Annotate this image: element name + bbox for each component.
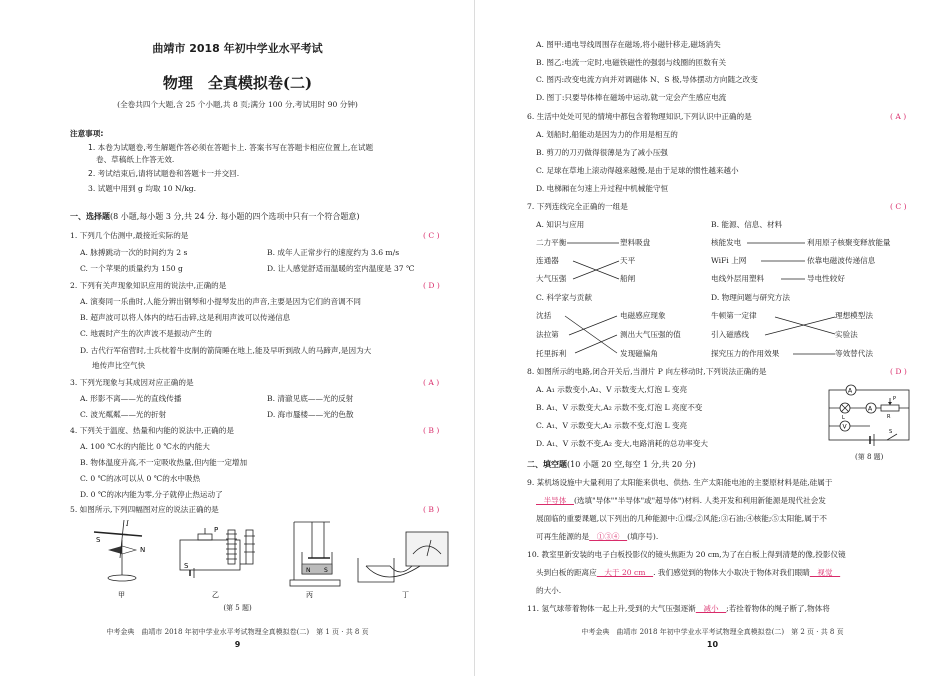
q9-line: 9. 某机场设施中大量利用了太阳能来供电、供热. 生产太阳能电池的主要原材料是硅,硅属于 — [527, 478, 833, 487]
figure-mark: S — [889, 429, 893, 435]
option: A. 图甲:通电导线周围存在磁场,将小磁针移走,磁场消失 — [536, 40, 721, 49]
q7-right-item: 利用原子核聚变释放能量 — [807, 238, 891, 247]
q7-left-item: 托里拆利 — [536, 349, 567, 358]
answer-mark: ( D ) — [423, 281, 440, 290]
q7-right-item: 电磁感应现象 — [620, 311, 666, 320]
fill-answer: 视觉 — [809, 568, 841, 577]
q7-left-item: 探究压力的作用效果 — [711, 349, 780, 358]
option: A. 100 ℃水的内能比 0 ℃水的内能大 — [80, 442, 210, 451]
q7-right-item: 依靠电磁波传递信息 — [807, 256, 876, 265]
figure-label-ding: 丁 — [402, 591, 409, 599]
q7-left-item: 连通器 — [536, 256, 559, 265]
option: A. 演奏同一乐曲时,人能分辨出钢琴和小提琴发出的声音,主要是因为它们的音调不同 — [80, 297, 361, 306]
q7-left-item: 大气压强 — [536, 274, 567, 283]
answer-mark: ( C ) — [423, 231, 440, 240]
q7-left-item: 牛顿第一定律 — [711, 311, 757, 320]
option: C. 波光粼粼——光的折射 — [80, 410, 167, 419]
q7-left-item: WiFi 上网 — [711, 256, 747, 265]
answer-mark: ( D ) — [890, 367, 907, 376]
q7-left-item: 二力平衡 — [536, 238, 567, 247]
q7-right-item: 导电性较好 — [807, 274, 845, 283]
right-page-number: 10 — [706, 640, 719, 649]
option: C. 图丙:改变电流方向并对调磁体 N、S 极,导体摆动方向随之改变 — [536, 75, 758, 84]
section-2-desc: (10 小题 20 空,每空 1 分,共 20 分) — [567, 460, 696, 469]
question-stem: 1. 下列几个估测中,最接近实际的是 — [70, 231, 189, 240]
option: A. 划船时,船能动是因为力的作用是相互的 — [536, 130, 678, 139]
q7-group-a-links — [565, 240, 625, 290]
option: B. 物体温度升高,不一定吸收热量,但内能一定增加 — [80, 458, 248, 467]
note-item: 3. 试题中用到 g 均取 10 N/kg. — [88, 184, 197, 193]
q10-text: 头到白板的距离应 — [536, 568, 597, 577]
q7-right-item: 实验法 — [835, 330, 858, 339]
option: C. 地震时产生的次声波不是振动产生的 — [80, 329, 212, 338]
question-stem: 7. 下列连线完全正确的一组是 — [527, 202, 628, 211]
fill-answer: 大于 20 cm — [596, 568, 654, 577]
fill-answer: 减小 — [695, 604, 727, 613]
figure-mark: N — [306, 567, 311, 574]
figure-mark: S — [324, 567, 328, 574]
figure-mark: V — [842, 423, 847, 431]
figure-5-caption: (第 5 题) — [223, 604, 252, 612]
option: D. 古代行军宿营时,士兵枕着牛皮制的箭筒睡在地上,能及早听到敌人的马蹄声,是因为大 — [80, 346, 372, 355]
q7-right-item: 天平 — [620, 256, 636, 265]
option: D. 让人感觉舒适而温暖的室内温度是 37 ℃ — [267, 264, 415, 273]
section-2-heading: 二、填空题 — [527, 460, 567, 469]
q7-right-item: 发现磁偏角 — [620, 349, 658, 358]
q7-left-item: 沈括 — [536, 311, 552, 320]
q7-left-item: 电线外层用塑料 — [711, 274, 765, 283]
option: D. 电梯厢在匀速上升过程中机械能守恒 — [536, 184, 669, 193]
figure-label-jia: 甲 — [118, 591, 125, 599]
answer-mark: ( C ) — [890, 202, 907, 211]
section-1-title — [70, 212, 360, 222]
fill-answer: 半导体 — [536, 496, 574, 505]
q10-text: . 我们感觉到的物体大小取决于物体对我们眼睛 — [653, 568, 810, 577]
option: D. 图丁:只要导体棒在磁场中运动,就一定会产生感应电流 — [536, 93, 727, 102]
q11-text: ;若拴着物体的绳子断了,物体将 — [726, 604, 830, 613]
option: C. 足球在草地上滚动得越来越慢,是由于足球的惯性越来越小 — [536, 166, 739, 175]
question-stem: 4. 下列关于温度、热量和内能的说法中,正确的是 — [70, 426, 234, 435]
section-2-title — [527, 460, 696, 470]
q7-group-title: B. 能源、信息、材料 — [711, 220, 783, 229]
q7-group-c-links — [563, 313, 623, 363]
figure-5-ding — [358, 532, 448, 582]
option: B. 清澈见底——光的反射 — [267, 394, 354, 403]
option: D. A₁、V 示数不变,A₂ 变大,电路消耗的总功率变大 — [536, 439, 708, 448]
option: 地传声比空气快 — [92, 361, 146, 370]
question-stem: 2. 下列有关声现象知识应用的说法中,正确的是 — [70, 281, 227, 290]
exam-title: 曲靖市 2018 年初中学业水平考试 — [152, 42, 323, 55]
figure-mark: R — [887, 414, 891, 420]
option: B. 成年人正常步行的速度约为 3.6 m/s — [267, 248, 400, 257]
q7-left-item: 引入磁感线 — [711, 330, 749, 339]
q9-text: (填序号). — [627, 532, 659, 541]
figure-mark: A — [848, 387, 853, 395]
figure-5-yi — [180, 526, 255, 578]
question-stem: 5. 如图所示,下列四幅图对应的说法正确的是 — [70, 505, 219, 514]
figure-8-circuit — [825, 384, 915, 446]
figure-mark: I — [126, 520, 129, 528]
option: B. 图乙:电流一定时,电磁铁磁性的强弱与线圈的匝数有关 — [536, 58, 727, 67]
figure-mark: S — [96, 536, 101, 544]
q7-right-item: 理想模型法 — [835, 311, 873, 320]
option: C. 0 ℃的冰可以从 0 ℃的水中吸热 — [80, 474, 201, 483]
q10-line: 的大小. — [536, 586, 562, 595]
right-page-footer: 中考金典 曲靖市 2018 年初中学业水平考试物理全真模拟卷(二) 第 2 页 · 共 8 页 — [581, 628, 844, 636]
q7-right-item: 等效替代法 — [835, 349, 873, 358]
option: B. 超声波可以将人体内的结石击碎,这是利用声波可以传递信息 — [80, 313, 291, 322]
answer-mark: ( B ) — [423, 505, 440, 514]
note-item: 卷、草稿纸上作答无效. — [96, 155, 175, 164]
figure-8-caption: (第 8 题) — [855, 453, 884, 461]
q9-text: 可再生能源的是 — [536, 532, 590, 541]
answer-mark: ( A ) — [890, 112, 907, 121]
q7-right-item: 船闸 — [620, 274, 636, 283]
notes-heading: 注意事项: — [70, 129, 104, 138]
q7-left-item: 法拉第 — [536, 330, 559, 339]
q7-group-title: D. 物理问题与研究方法 — [711, 293, 790, 302]
option: C. A₁、V 示数变大,A₂ 示数不变,灯泡 L 变亮 — [536, 421, 688, 430]
figure-mark: A — [868, 405, 873, 413]
right-page — [475, 0, 950, 676]
exam-info: (全卷共四个大题,含 25 个小题,共 8 页;满分 100 分,考试用时 90 分钟) — [117, 100, 358, 109]
exam-subtitle: 物理 全真模拟卷(二) — [162, 74, 313, 92]
option: D. 0 ℃的冰内能为零,分子就停止热运动了 — [80, 490, 223, 499]
q7-right-item: 塑料吸盘 — [620, 238, 651, 247]
q7-group-d-links — [759, 313, 839, 363]
question-stem: 8. 如图所示的电路,闭合开关后,当滑片 P 向左移动时,下列说法正确的是 — [527, 367, 767, 376]
option: A. 形影不离——光的直线传播 — [80, 394, 182, 403]
figure-label-yi: 乙 — [212, 591, 219, 599]
option: C. 一个苹果的质量约为 150 g — [80, 264, 183, 273]
answer-mark: ( A ) — [423, 378, 440, 387]
figure-5 — [80, 518, 460, 598]
q7-group-b-links — [745, 240, 825, 290]
note-item: 2. 考试结束后,请将试题卷和答题卡一并交回. — [88, 169, 240, 178]
option: D. 海市蜃楼——光的色散 — [267, 410, 354, 419]
q7-left-item: 核能发电 — [711, 238, 742, 247]
figure-label-bing: 丙 — [306, 591, 313, 599]
question-stem: 6. 生活中处处可见的情境中都包含着物理知识,下列认识中正确的是 — [527, 112, 752, 121]
section-1-desc: (8 小题,每小题 3 分,共 24 分. 每小题的四个选项中只有一个符合题意) — [110, 212, 360, 221]
q7-right-item: 测出大气压强的值 — [620, 330, 681, 339]
figure-5-jia — [94, 520, 145, 581]
q7-group-title: C. 科学家与贡献 — [536, 293, 592, 302]
option: A. A₁ 示数变小,A₂、V 示数变大,灯泡 L 变亮 — [536, 385, 688, 394]
section-1-heading: 一、选择题 — [70, 212, 110, 221]
q11-line — [527, 604, 830, 614]
figure-mark: S — [184, 562, 189, 570]
question-stem: 3. 下列光现象与其成因对应正确的是 — [70, 378, 194, 387]
q9-text: (选填"导体""半导体"或"超导体")材料. 人类开发和利用新能源是现代社会发 — [573, 496, 826, 505]
answer-mark: ( B ) — [423, 426, 440, 435]
q10-line — [536, 568, 840, 578]
left-page-number: 9 — [234, 640, 241, 649]
q11-text: 11. 氢气球带着物体一起上升,受到的大气压强逐渐 — [527, 604, 696, 613]
q9-line: 展面临的重要课题,以下列出的几种能源中:①煤;②风能;③石油;④核能;⑤太阳能,属于不 — [536, 514, 827, 523]
option: B. 剪刀的刀刃做得很薄是为了减小压强 — [536, 148, 668, 157]
q10-line: 10. 教室里新安装的电子白板投影仪的镜头焦距为 20 cm,为了在白板上得到清楚的像,投影仪镜 — [527, 550, 846, 559]
q9-line — [536, 496, 826, 506]
fill-answer: ①③④ — [589, 532, 628, 541]
figure-mark: L — [842, 415, 845, 421]
figure-5-bing — [290, 522, 340, 586]
q7-group-title: A. 知识与应用 — [536, 220, 585, 229]
q9-line — [536, 532, 658, 542]
left-page-footer: 中考金典 曲靖市 2018 年初中学业水平考试物理全真模拟卷(二) 第 1 页 · 共 8 页 — [106, 628, 369, 636]
option: B. A₁、V 示数变大,A₂ 示数不变,灯泡 L 亮度不变 — [536, 403, 703, 412]
note-item: 1. 本卷为试题卷,考生解题作答必须在答题卡上. 答案书写在答题卡相应位置上,在试题 — [88, 143, 374, 152]
option: A. 脉搏跳动一次的时间约为 2 s — [80, 248, 188, 257]
figure-mark: N — [140, 546, 146, 554]
figure-mark: P — [214, 526, 219, 534]
figure-mark: P — [893, 396, 897, 402]
